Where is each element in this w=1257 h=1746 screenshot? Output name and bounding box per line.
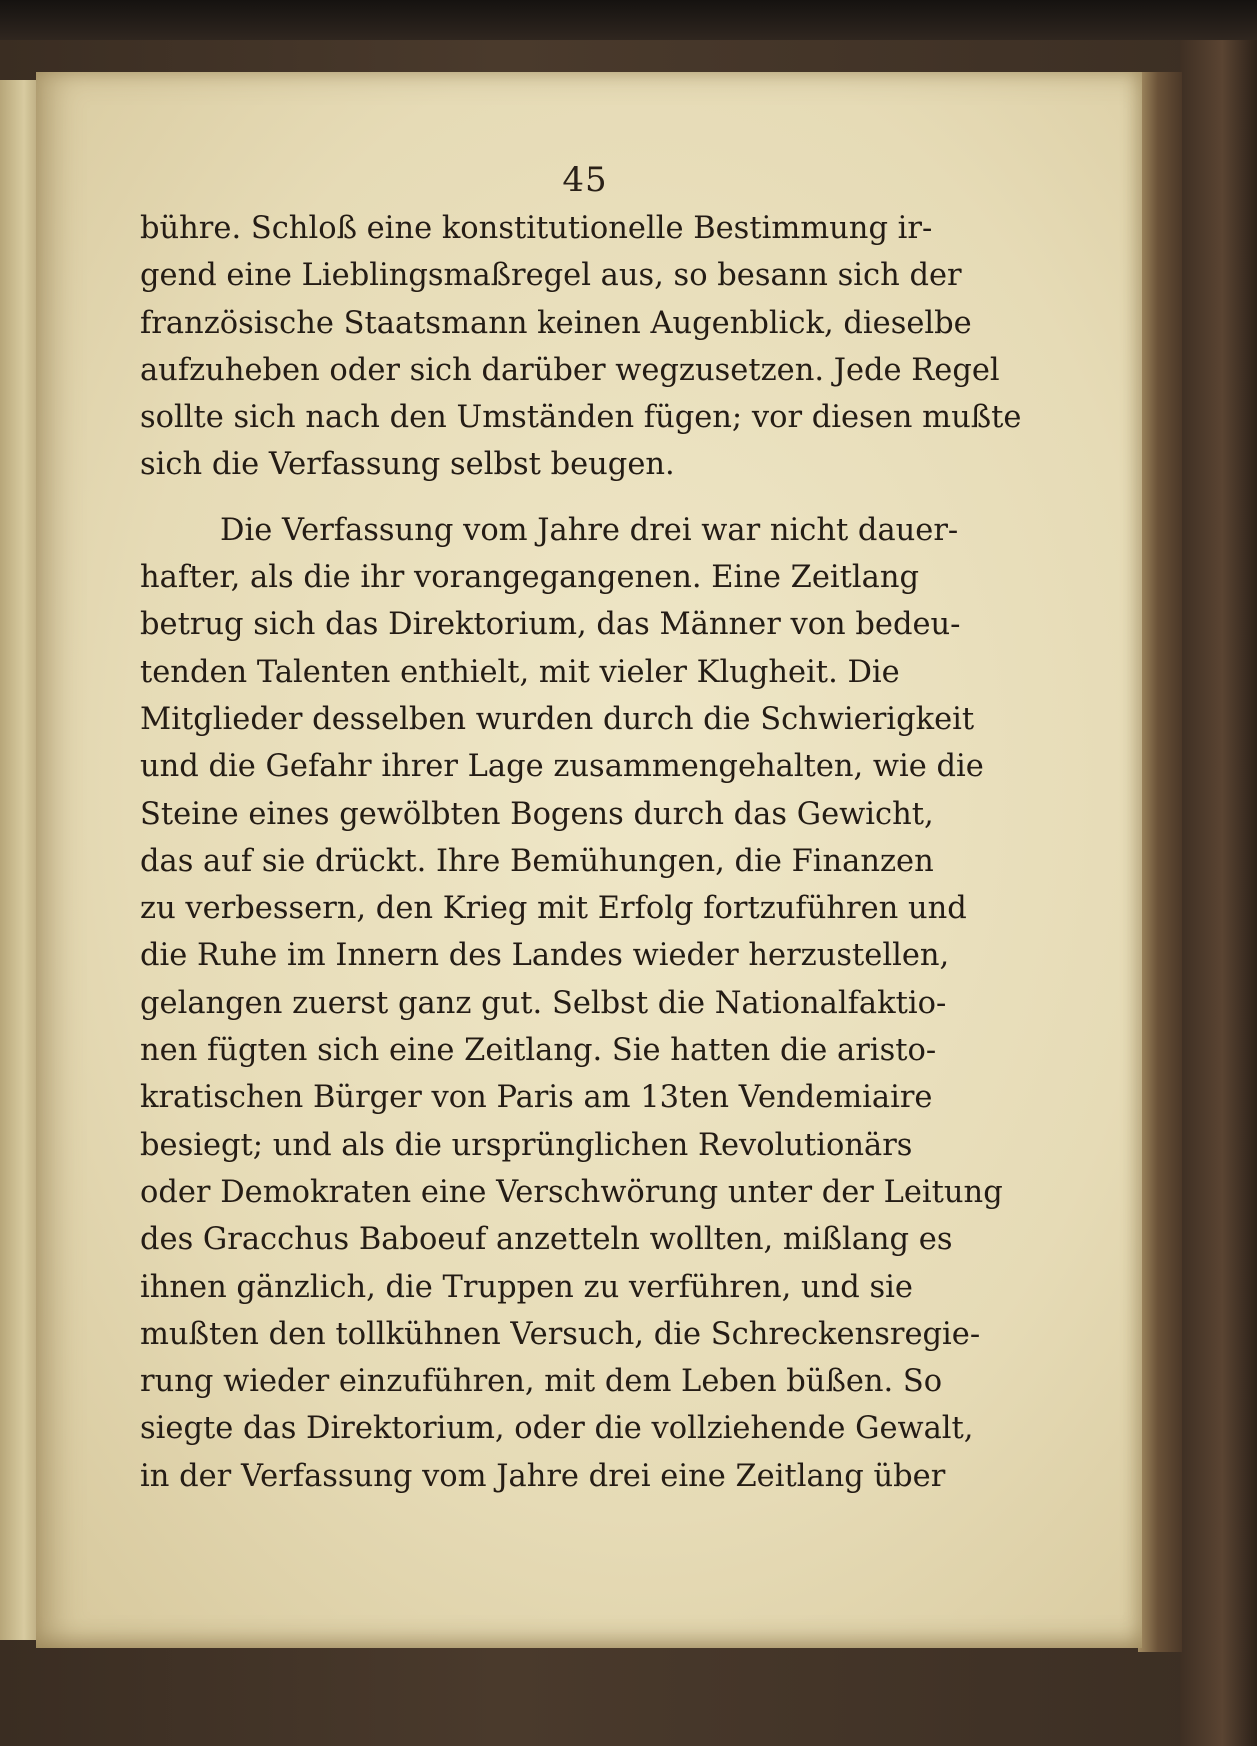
text-line: bühre. Schloß eine konstitutionelle Bestimmung ir-	[140, 211, 933, 246]
text-line: in der Verfassung vom Jahre drei eine Zeitlang über	[140, 1458, 946, 1494]
text-line: oder Demokraten eine Verschwörung unter der Leitung	[140, 1174, 1003, 1210]
text-line: und die Gefahr ihrer Lage zusammengehalten, wie die	[140, 749, 984, 785]
text-line: mußten den tollkühnen Versuch, die Schreckensregie-	[140, 1316, 981, 1352]
page-text	[140, 205, 1046, 1500]
text-line: hafter, als die ihr vorangegangenen. Eine Zeitlang	[140, 560, 920, 596]
text-line: sollte sich nach den Umständen fügen; vor diesen mußte	[140, 400, 1022, 436]
text-line: französische Staatsmann keinen Augenblick, dieselbe	[140, 305, 972, 341]
paragraph-2	[140, 507, 1046, 1500]
text-line: Mitglieder desselben wurden durch die Schwierigkeit	[140, 701, 975, 737]
page-stack-edge	[1138, 72, 1182, 1652]
page-number: 45	[562, 160, 608, 200]
text-line: besiegt; und als die ursprünglichen Revolutionärs	[140, 1127, 913, 1163]
book-binding	[1180, 40, 1257, 1746]
text-line: die Ruhe im Innern des Landes wieder herzustellen,	[140, 938, 950, 974]
text-line: das auf sie drückt. Ihre Bemühungen, die Finanzen	[140, 843, 934, 879]
text-line: gelangen zuerst ganz gut. Selbst die Nationalfaktio-	[140, 985, 947, 1021]
text-line: zu verbessern, den Krieg mit Erfolg fortzuführen und	[140, 891, 967, 927]
text-line: Steine eines gewölbten Bogens durch das Gewicht,	[140, 796, 934, 832]
text-line: tenden Talenten enthielt, mit vieler Klugheit. Die	[140, 654, 900, 690]
text-line: siegte das Direktorium, oder die vollziehende Gewalt,	[140, 1411, 974, 1447]
text-line: kratischen Bürger von Paris am 13ten Vendemiaire	[140, 1080, 933, 1116]
text-line: gend eine Lieblingsmaßregel aus, so besann sich der	[140, 258, 962, 294]
text-line: nen fügten sich eine Zeitlang. Sie hatten die aristo-	[140, 1033, 937, 1069]
text-line: ihnen gänzlich, die Truppen zu verführen, und sie	[140, 1269, 913, 1305]
text-line: Die Verfassung vom Jahre drei war nicht dauer-	[220, 512, 959, 548]
paragraph-1	[140, 205, 1046, 489]
text-line: sich die Verfassung selbst beugen.	[140, 447, 675, 483]
text-line: aufzuheben oder sich darüber wegzusetzen. Jede Regel	[140, 352, 1000, 388]
text-line: rung wieder einzuführen, mit dem Leben büßen. So	[140, 1364, 943, 1400]
cover-top-edge	[0, 0, 1257, 40]
text-line: betrug sich das Direktorium, das Männer von bedeu-	[140, 607, 961, 643]
text-line: des Gracchus Baboeuf anzetteln wollten, mißlang es	[140, 1222, 953, 1258]
facing-page-edge	[0, 80, 40, 1640]
